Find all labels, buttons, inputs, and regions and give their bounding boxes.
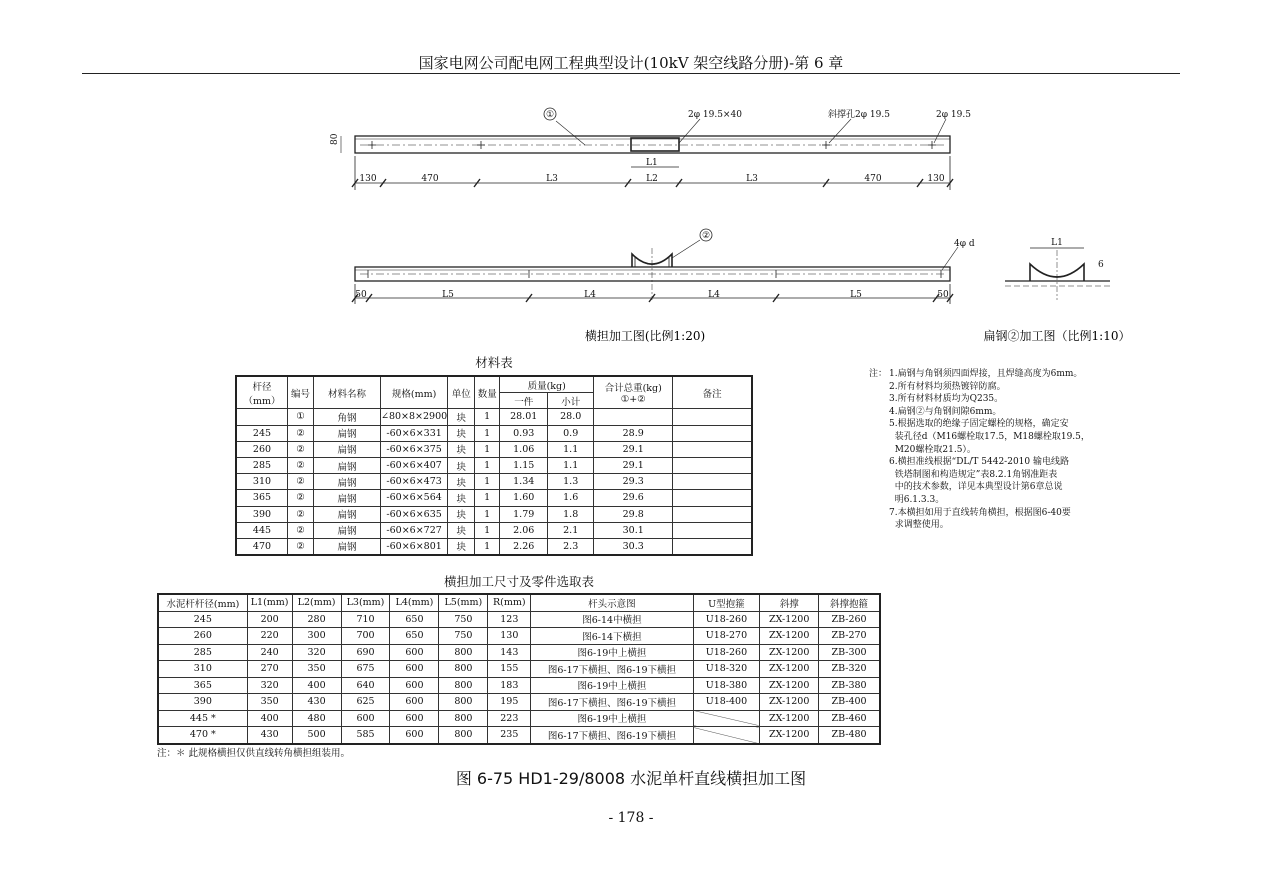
- selection-row: [158, 710, 880, 727]
- note-line: 6.横担准线根据“DL/T 5442-2010 输电线路: [889, 457, 1069, 468]
- materials-cell: 1.1: [548, 457, 594, 473]
- selection-cell: 640: [341, 677, 390, 694]
- selection-cell: 图6-19中上横担: [531, 710, 693, 727]
- selection-cell: 750: [439, 628, 488, 645]
- selection-cell: 430: [247, 727, 292, 744]
- selection-cell: [693, 710, 760, 727]
- height-dim: 80: [330, 133, 340, 145]
- materials-cell: ②: [288, 457, 314, 473]
- materials-cell: 310: [236, 474, 288, 490]
- materials-cell: 1.60: [500, 490, 548, 506]
- selection-cell: 123: [488, 611, 531, 628]
- materials-cell: 30.1: [594, 522, 673, 538]
- selection-cell: 365: [158, 677, 247, 694]
- materials-cell: 29.1: [594, 441, 673, 457]
- selection-cell: 800: [439, 644, 488, 661]
- materials-cell: 29.1: [594, 457, 673, 473]
- dim-top-3: L2: [646, 174, 658, 184]
- selection-header-cell: L4(mm): [390, 594, 439, 611]
- materials-cell: ②: [288, 522, 314, 538]
- materials-cell: 1: [475, 506, 500, 522]
- note-line: 求调整使用。: [889, 520, 949, 531]
- materials-cell: 扁钢: [314, 538, 381, 555]
- selection-cell: ZB-270: [819, 628, 880, 645]
- page-number: - 178 -: [608, 810, 654, 826]
- materials-cell: 1.6: [548, 490, 594, 506]
- selection-header-cell: 斜撑抱箍: [819, 594, 880, 611]
- dim-top-2: L3: [546, 174, 558, 184]
- part1-label: ①: [545, 110, 555, 120]
- selection-cell: 625: [341, 694, 390, 711]
- selection-cell: 130: [488, 628, 531, 645]
- selection-cell: 710: [341, 611, 390, 628]
- selection-cell: 470 *: [158, 727, 247, 744]
- selection-cell: 700: [341, 628, 390, 645]
- materials-cell: -60×6×407: [381, 457, 448, 473]
- detail-l1-dim: L1: [1051, 238, 1063, 248]
- selection-cell: 245: [158, 611, 247, 628]
- dim-front-5: 50: [937, 290, 949, 300]
- selection-cell: 图6-17下横担、图6-19下横担: [531, 661, 693, 678]
- selection-cell: U18-260: [693, 644, 760, 661]
- dim-front-4: L5: [850, 290, 862, 300]
- materials-row: [236, 409, 752, 425]
- materials-cell: 1: [475, 457, 500, 473]
- selection-cell: ZX-1200: [760, 661, 819, 678]
- selection-header-cell: R(mm): [488, 594, 531, 611]
- selection-cell: ZX-1200: [760, 710, 819, 727]
- materials-cell: [673, 441, 752, 457]
- materials-cell: ②: [288, 506, 314, 522]
- selection-cell: 350: [247, 694, 292, 711]
- selection-cell: 155: [488, 661, 531, 678]
- note-line: 2.所有材料均须热镀锌防腐。: [889, 381, 1006, 392]
- selection-cell: 400: [247, 710, 292, 727]
- caption-detail: 扁钢②加工图（比例1:10）: [983, 329, 1131, 343]
- materials-row: [236, 457, 752, 473]
- materials-row: [236, 538, 752, 555]
- materials-cell: 1: [475, 441, 500, 457]
- materials-cell: 块: [448, 506, 475, 522]
- materials-cell: 28.01: [500, 409, 548, 425]
- selection-cell: 600: [390, 710, 439, 727]
- materials-cell: 260: [236, 441, 288, 457]
- materials-cell: 1.06: [500, 441, 548, 457]
- materials-cell: 29.6: [594, 490, 673, 506]
- materials-cell: 2.3: [548, 538, 594, 555]
- materials-cell: 1: [475, 409, 500, 425]
- selection-cell: 445 *: [158, 710, 247, 727]
- selection-cell: 585: [341, 727, 390, 744]
- materials-cell: 285: [236, 457, 288, 473]
- materials-row: [236, 425, 752, 441]
- selection-cell: ZX-1200: [760, 677, 819, 694]
- materials-cell: [673, 409, 752, 425]
- materials-cell: ∠80×8×2900: [381, 409, 448, 425]
- materials-title: 材料表: [475, 355, 513, 370]
- selection-cell: 图6-17下横担、图6-19下横担: [531, 727, 693, 744]
- selection-table: [157, 593, 881, 745]
- selection-cell: U18-270: [693, 628, 760, 645]
- holes-label: 4φ d: [954, 239, 975, 249]
- materials-cell: ②: [288, 425, 314, 441]
- materials-cell: 2.06: [500, 522, 548, 538]
- selection-cell: 800: [439, 727, 488, 744]
- selection-cell: 675: [341, 661, 390, 678]
- materials-cell: 1: [475, 425, 500, 441]
- selection-title: 横担加工尺寸及零件选取表: [443, 574, 594, 589]
- selection-cell: 285: [158, 644, 247, 661]
- materials-cell: 块: [448, 441, 475, 457]
- materials-cell: ②: [288, 490, 314, 506]
- materials-cell: 1.8: [548, 506, 594, 522]
- selection-cell: ZB-460: [819, 710, 880, 727]
- materials-cell: 扁钢: [314, 474, 381, 490]
- selection-cell: 280: [292, 611, 341, 628]
- note-line: 7.本横担如用于直线转角横担，根据图6-40要: [889, 507, 1071, 518]
- selection-row: [158, 661, 880, 678]
- materials-cell: 1: [475, 522, 500, 538]
- dim-front-1: L5: [442, 290, 454, 300]
- note-line: 5.根据选取的绝缘子固定螺栓的规格，确定安: [889, 419, 1069, 430]
- materials-cell: 445: [236, 522, 288, 538]
- selection-row: [158, 677, 880, 694]
- materials-cell: [673, 506, 752, 522]
- selection-cell: 300: [292, 628, 341, 645]
- materials-cell: [673, 425, 752, 441]
- materials-cell: 28.9: [594, 425, 673, 441]
- selection-cell: 图6-14下横担: [531, 628, 693, 645]
- selection-cell: U18-260: [693, 611, 760, 628]
- materials-cell: 28.0: [548, 409, 594, 425]
- selection-cell: 270: [247, 661, 292, 678]
- selection-row: [158, 694, 880, 711]
- selection-cell: 600: [390, 727, 439, 744]
- materials-cell: -60×6×635: [381, 506, 448, 522]
- selection-cell: [693, 727, 760, 744]
- selection-cell: 430: [292, 694, 341, 711]
- dim-front-3: L4: [708, 290, 720, 300]
- note-line: 铁塔制图和构造规定”表8.2.1角钢准距表: [889, 469, 1058, 480]
- dim-top-4: L3: [746, 174, 758, 184]
- materials-cell: ②: [288, 441, 314, 457]
- selection-cell: ZX-1200: [760, 727, 819, 744]
- materials-cell: 1.1: [548, 441, 594, 457]
- flat-steel-top: [631, 138, 679, 151]
- part2-label: ②: [701, 231, 711, 241]
- materials-cell: 0.93: [500, 425, 548, 441]
- materials-cell: 块: [448, 425, 475, 441]
- selection-cell: ZX-1200: [760, 644, 819, 661]
- selection-footnote: 注：＊ 此规格横担仅供直线转角横担组装用。: [157, 748, 351, 759]
- selection-cell: ZB-260: [819, 611, 880, 628]
- selection-cell: U18-320: [693, 661, 760, 678]
- materials-cell: 块: [448, 490, 475, 506]
- materials-cell: -60×6×375: [381, 441, 448, 457]
- dim-top-1: 470: [421, 174, 439, 184]
- selection-cell: 310: [158, 661, 247, 678]
- materials-cell: 1.3: [548, 474, 594, 490]
- selection-header-cell: L5(mm): [439, 594, 488, 611]
- materials-cell: [673, 538, 752, 555]
- materials-cell: -60×6×727: [381, 522, 448, 538]
- selection-cell: ZX-1200: [760, 611, 819, 628]
- page-header: 国家电网公司配电网工程典型设计(10kV 架空线路分册)-第 6 章: [418, 54, 844, 72]
- selection-cell: 690: [341, 644, 390, 661]
- materials-cell: 扁钢: [314, 425, 381, 441]
- materials-cell: 1: [475, 474, 500, 490]
- selection-cell: 260: [158, 628, 247, 645]
- selection-cell: 600: [390, 694, 439, 711]
- materials-cell: 245: [236, 425, 288, 441]
- selection-header-cell: 水泥杆杆径(mm): [158, 594, 247, 611]
- dim-front-0: 50: [355, 290, 367, 300]
- selection-cell: ZB-400: [819, 694, 880, 711]
- selection-cell: 390: [158, 694, 247, 711]
- materials-cell: ②: [288, 474, 314, 490]
- materials-cell: 1: [475, 490, 500, 506]
- selection-row: [158, 611, 880, 628]
- materials-cell: [673, 457, 752, 473]
- dim-front-2: L4: [584, 290, 596, 300]
- materials-row: [236, 441, 752, 457]
- materials-cell: 29.8: [594, 506, 673, 522]
- selection-cell: ZB-300: [819, 644, 880, 661]
- l1-dim: L1: [646, 158, 658, 168]
- note-line: 中的技术参数，详见本典型设计第6章总说: [889, 482, 1063, 493]
- selection-cell: 223: [488, 710, 531, 727]
- materials-cell: [236, 409, 288, 425]
- selection-cell: 800: [439, 661, 488, 678]
- materials-row: [236, 490, 752, 506]
- selection-cell: 200: [247, 611, 292, 628]
- selection-header-cell: L3(mm): [341, 594, 390, 611]
- selection-cell: 800: [439, 694, 488, 711]
- caption-main: 横担加工图(比例1:20): [584, 329, 706, 343]
- materials-cell: -60×6×473: [381, 474, 448, 490]
- materials-cell: [673, 522, 752, 538]
- dim-top-0: 130: [359, 174, 377, 184]
- materials-cell: 块: [448, 457, 475, 473]
- selection-header-cell: L1(mm): [247, 594, 292, 611]
- materials-cell: 1: [475, 538, 500, 555]
- selection-cell: 195: [488, 694, 531, 711]
- materials-cell: -60×6×331: [381, 425, 448, 441]
- materials-cell: 扁钢: [314, 490, 381, 506]
- materials-table: 杆径（mm） 编号 材料名称 规格(mm) 单位 数量 质量(kg) 合计总重(kg) ①+② 备注 一件 小计 ① 角钢 ∠80×8×2900 块 1 28.01 28.0 245 ② 扁钢 -60×6×331 块 1 0.93 0.9 28.9 260 ② 扁钢 -60×6×375 块 1 1.06 1.1 29.1 285 ② 扁钢 -60×6×407 块 1 1.15 1.1 29.1 310 ② 扁钢 -60×6×473 块 1 1.34 1.3 29.3 365 ② 扁钢 -60×6×564 块 1 1.60 1.6 29.6 390 ② 扁钢 -60×6×635 块 1 1.79 1.8 29.8 445 ② 扁钢 -60×6×727 块 1 2.06 2.1 30.1 470 ② 扁钢 -60×6×801 块 1 2.26 2.3 30.3: [235, 375, 753, 556]
- note-line: 装孔径d（M16螺栓取17.5，M18螺栓取19.5，: [889, 431, 1090, 442]
- selection-cell: 800: [439, 710, 488, 727]
- materials-cell: 2.26: [500, 538, 548, 555]
- selection-row: [158, 727, 880, 744]
- selection-cell: 800: [439, 677, 488, 694]
- selection-cell: 320: [292, 644, 341, 661]
- materials-cell: 365: [236, 490, 288, 506]
- dim-top-6: 130: [927, 174, 945, 184]
- materials-cell: 扁钢: [314, 506, 381, 522]
- materials-cell: 470: [236, 538, 288, 555]
- selection-cell: 220: [247, 628, 292, 645]
- selection-cell: ZB-320: [819, 661, 880, 678]
- note-line: 明6.1.3.3。: [889, 494, 945, 505]
- materials-cell: 扁钢: [314, 441, 381, 457]
- selection-header-cell: 斜撑: [760, 594, 819, 611]
- materials-cell: -60×6×564: [381, 490, 448, 506]
- materials-cell: 2.1: [548, 522, 594, 538]
- detail-thickness-dim: 6: [1098, 260, 1104, 270]
- selection-cell: 235: [488, 727, 531, 744]
- hole-label-1: 2φ 19.5×40: [688, 110, 742, 120]
- materials-cell: [673, 490, 752, 506]
- materials-cell: [594, 409, 673, 425]
- materials-cell: ①: [288, 409, 314, 425]
- selection-cell: 240: [247, 644, 292, 661]
- materials-cell: 1.15: [500, 457, 548, 473]
- selection-cell: 图6-19中上横担: [531, 644, 693, 661]
- selection-cell: 350: [292, 661, 341, 678]
- selection-cell: 650: [390, 628, 439, 645]
- selection-cell: U18-400: [693, 694, 760, 711]
- materials-cell: [673, 474, 752, 490]
- selection-header-cell: U型抱箍: [693, 594, 760, 611]
- selection-cell: 320: [247, 677, 292, 694]
- materials-row: [236, 522, 752, 538]
- selection-cell: 600: [390, 661, 439, 678]
- note-line: 4.扁钢②与角钢间隙6mm。: [889, 406, 1002, 417]
- materials-cell: 角钢: [314, 409, 381, 425]
- materials-cell: 扁钢: [314, 457, 381, 473]
- hole-label-2: 斜撑孔2φ 19.5: [828, 110, 890, 120]
- selection-cell: 图6-19中上横担: [531, 677, 693, 694]
- selection-cell: 600: [390, 677, 439, 694]
- materials-cell: 块: [448, 409, 475, 425]
- materials-cell: 390: [236, 506, 288, 522]
- selection-cell: 400: [292, 677, 341, 694]
- selection-header-cell: L2(mm): [292, 594, 341, 611]
- dim-top-5: 470: [864, 174, 882, 184]
- selection-cell: 480: [292, 710, 341, 727]
- materials-row: [236, 474, 752, 490]
- selection-cell: 500: [292, 727, 341, 744]
- crossarm-drawing: [0, 0, 1262, 360]
- selection-cell: 图6-14中横担: [531, 611, 693, 628]
- hole-label-3: 2φ 19.5: [936, 110, 971, 120]
- materials-row: [236, 506, 752, 522]
- selection-header-cell: 杆头示意图: [531, 594, 693, 611]
- note-line: 3.所有材料材质均为Q235。: [889, 394, 1004, 405]
- notes-block: 注： 1.扁钢与角钢须四面焊接，且焊缝高度为6mm。 2.所有材料均须热镀锌防腐。 3.所有材料材质均为Q235。 4.扁钢②与角钢间隙6mm。 5.根据选取的绝缘子固定螺栓的规格，确定安 装孔径d（M16螺栓取17.5，M18螺栓取19.5， M20螺栓取21.5）。 6.横担准线根据“DL/T 5442-2010 输电线路 铁塔制图和构造规定”表8.2.1角钢准距表 中的技术参数，详见本典型设计第6章总说 明6.1.3.3。 7.本横担如用于直线转角横担，根据图6-40要 求调整使用。: [869, 368, 1129, 532]
- materials-cell: 块: [448, 522, 475, 538]
- materials-cell: 0.9: [548, 425, 594, 441]
- materials-cell: 29.3: [594, 474, 673, 490]
- materials-cell: 1.79: [500, 506, 548, 522]
- selection-cell: ZX-1200: [760, 694, 819, 711]
- selection-cell: 图6-17下横担、图6-19下横担: [531, 694, 693, 711]
- selection-cell: ZB-380: [819, 677, 880, 694]
- materials-cell: ②: [288, 538, 314, 555]
- selection-cell: 600: [341, 710, 390, 727]
- selection-cell: 650: [390, 611, 439, 628]
- selection-cell: 183: [488, 677, 531, 694]
- selection-cell: U18-380: [693, 677, 760, 694]
- figure-title: 图 6-75 HD1-29/8008 水泥单杆直线横担加工图: [455, 769, 807, 788]
- selection-cell: 600: [390, 644, 439, 661]
- materials-cell: -60×6×801: [381, 538, 448, 555]
- materials-cell: 1.34: [500, 474, 548, 490]
- selection-cell: 143: [488, 644, 531, 661]
- materials-cell: 块: [448, 474, 475, 490]
- selection-cell: 750: [439, 611, 488, 628]
- materials-cell: 扁钢: [314, 522, 381, 538]
- selection-cell: ZB-480: [819, 727, 880, 744]
- note-line: M20螺栓取21.5）。: [889, 444, 976, 455]
- materials-cell: 块: [448, 538, 475, 555]
- selection-row: [158, 628, 880, 645]
- selection-row: [158, 644, 880, 661]
- note-line: 1.扁钢与角钢须四面焊接，且焊缝高度为6mm。: [889, 369, 1083, 379]
- materials-cell: 30.3: [594, 538, 673, 555]
- selection-cell: ZX-1200: [760, 628, 819, 645]
